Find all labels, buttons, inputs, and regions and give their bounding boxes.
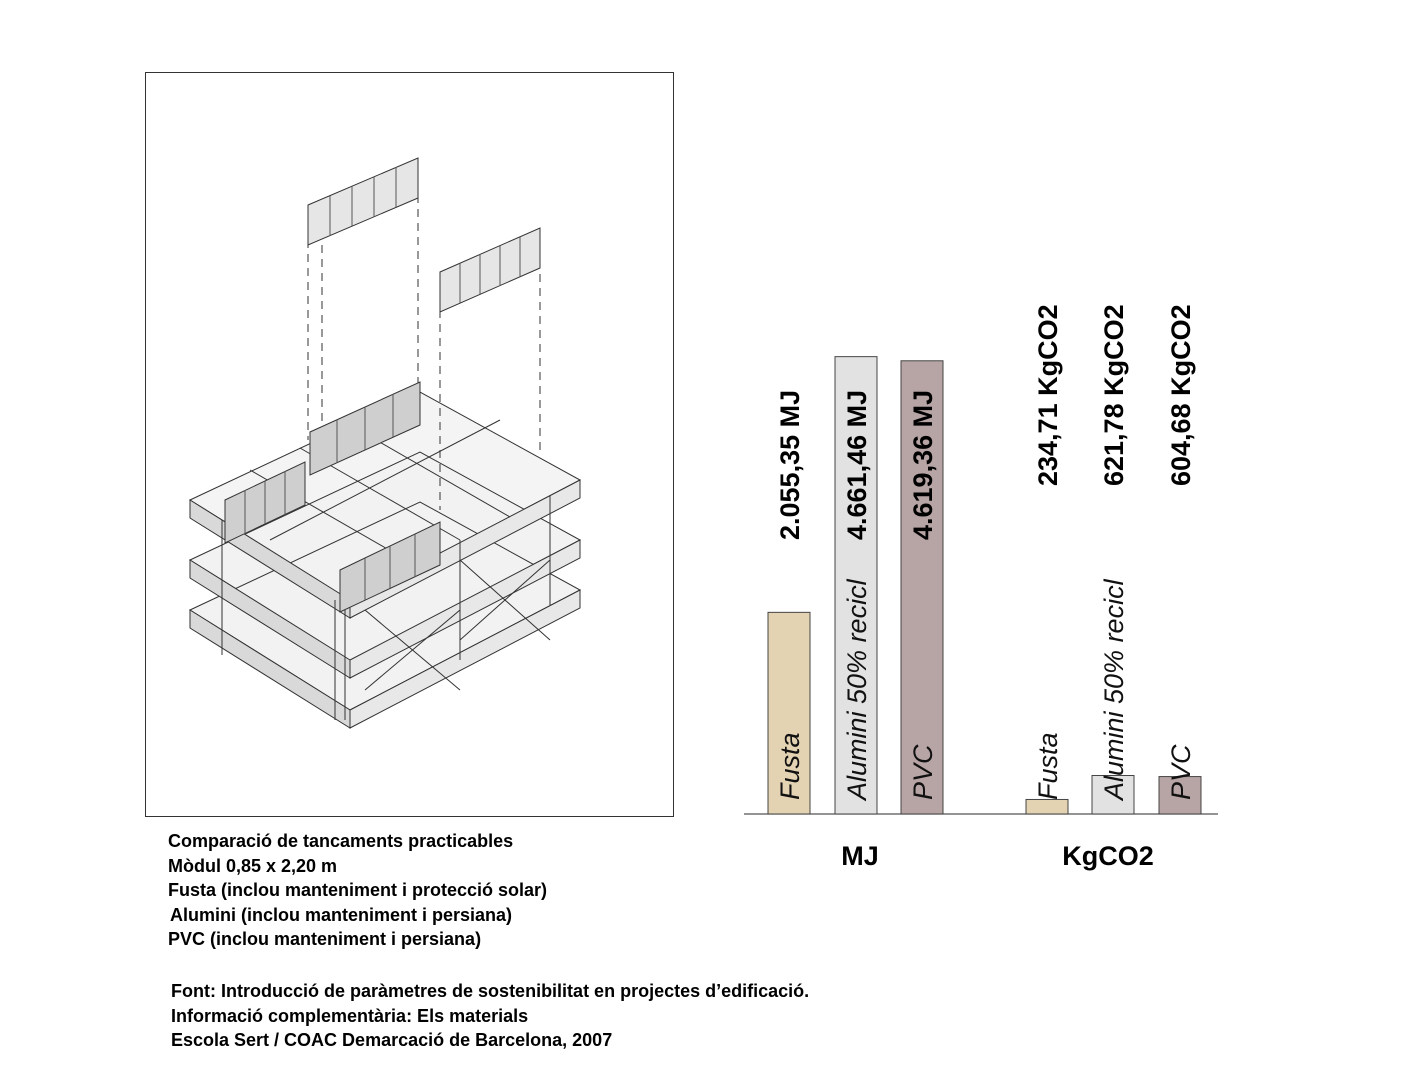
bar-category-label: Fusta bbox=[1033, 732, 1063, 800]
bar-value-label: 4.619,36 MJ bbox=[908, 389, 938, 540]
source-line: Font: Introducció de paràmetres de sostenibilitat en projectes d’edificació. bbox=[171, 981, 810, 1001]
caption-line: PVC (inclou manteniment i persiana) bbox=[168, 929, 482, 949]
group-axis-label: MJ bbox=[841, 841, 879, 871]
caption-block bbox=[168, 829, 547, 952]
bar-value-label: 4.661,46 MJ bbox=[842, 389, 872, 540]
bar-value-label: 621,78 KgCO2 bbox=[1099, 304, 1129, 486]
bar-category-label: Fusta bbox=[775, 732, 805, 800]
bar-category-label: PVC bbox=[1166, 744, 1196, 800]
bar bbox=[1026, 799, 1068, 814]
source-block bbox=[171, 979, 809, 1053]
bar-category-label: PVC bbox=[908, 744, 938, 800]
source-line: Escola Sert / COAC Demarcació de Barcelona, 2007 bbox=[171, 1030, 613, 1050]
building-illustration bbox=[146, 73, 674, 817]
caption-line: Mòdul 0,85 x 2,20 m bbox=[168, 855, 338, 876]
source-line: Informació complementària: Els materials bbox=[171, 1005, 529, 1026]
caption-line: Comparació de tancaments practicables bbox=[168, 831, 514, 851]
bar-category-label: Alumini 50% recicl bbox=[1099, 579, 1129, 800]
bar-value-label: 604,68 KgCO2 bbox=[1166, 304, 1196, 486]
bar-chart bbox=[744, 304, 1218, 871]
caption-line: Fusta (inclou manteniment i protecció solar) bbox=[168, 880, 548, 900]
caption-line: Alumini (inclou manteniment i persiana) bbox=[170, 904, 513, 925]
bar-value-label: 234,71 KgCO2 bbox=[1033, 304, 1063, 486]
bar-value-label: 2.055,35 MJ bbox=[775, 389, 805, 540]
group-axis-label: KgCO2 bbox=[1062, 841, 1154, 871]
bar-category-label: Alumini 50% recicl bbox=[842, 579, 872, 800]
